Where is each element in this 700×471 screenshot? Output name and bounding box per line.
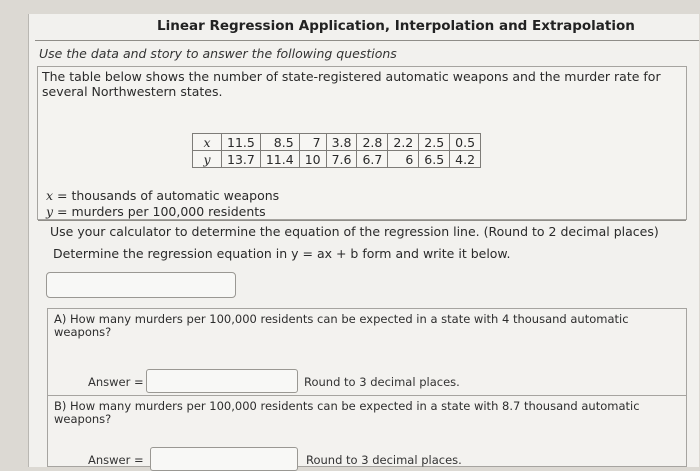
- table-cell: 11.4: [260, 151, 299, 168]
- table-row-y: [193, 151, 481, 168]
- table-cell: 4.2: [450, 151, 481, 168]
- table-cell: 13.7: [222, 151, 261, 168]
- definition-divider: [38, 220, 686, 221]
- regression-prompt: Determine the regression equation in y = ax + b form and write it below.: [53, 246, 511, 261]
- table-cell: 8.5: [260, 134, 299, 151]
- y-definition-text: = murders per 100,000 residents: [53, 204, 266, 219]
- table-cell: 6: [388, 151, 419, 168]
- table-cell: 6.5: [419, 151, 450, 168]
- table-cell: 11.5: [222, 134, 261, 151]
- table-row-label: y: [193, 151, 222, 168]
- worksheet-page: [28, 14, 699, 467]
- question-divider: [48, 395, 686, 396]
- questions-box: [47, 308, 687, 467]
- answer-b-round-note: Round to 3 decimal places.: [306, 453, 462, 467]
- question-a-text: A) How many murders per 100,000 residents can be expected in a state with 4 thousand automatic weapons?: [54, 312, 629, 339]
- story-text: The table below shows the number of state-registered automatic weapons and the murder rate for several Northwestern states.: [42, 69, 661, 99]
- table-cell: 7: [299, 134, 326, 151]
- table-cell: 2.5: [419, 134, 450, 151]
- calculator-instruction: Use your calculator to determine the equation of the regression line. (Round to 2 decimal places): [50, 224, 659, 239]
- title-divider: [35, 40, 699, 41]
- intro-text: Use the data and story to answer the following questions: [39, 46, 397, 61]
- story-box: [37, 66, 687, 239]
- x-definition: [46, 188, 279, 203]
- data-table: [192, 133, 481, 168]
- y-definition: [46, 204, 266, 219]
- answer-b-input[interactable]: [150, 447, 298, 471]
- question-b-text: B) How many murders per 100,000 residents can be expected in a state with 8.7 thousand automatic weapons?: [54, 399, 640, 426]
- page-title: Linear Regression Application, Interpolation and Extrapolation: [157, 18, 635, 34]
- table-row-x: [193, 134, 481, 151]
- x-definition-text: = thousands of automatic weapons: [53, 188, 280, 203]
- table-row-label: x: [193, 134, 222, 151]
- table-cell: 7.6: [326, 151, 357, 168]
- table-cell: 10: [299, 151, 326, 168]
- answer-a-label: Answer =: [88, 375, 144, 389]
- answer-a-round-note: Round to 3 decimal places.: [304, 375, 460, 389]
- table-cell: 3.8: [326, 134, 357, 151]
- answer-b-label: Answer =: [88, 453, 144, 467]
- regression-equation-input[interactable]: [46, 272, 236, 298]
- table-cell: 2.2: [388, 134, 419, 151]
- answer-a-input[interactable]: [146, 369, 298, 393]
- y-variable: y: [46, 204, 54, 219]
- table-cell: 2.8: [357, 134, 388, 151]
- x-variable: x: [46, 188, 54, 203]
- table-cell: 6.7: [357, 151, 388, 168]
- table-cell: 0.5: [450, 134, 481, 151]
